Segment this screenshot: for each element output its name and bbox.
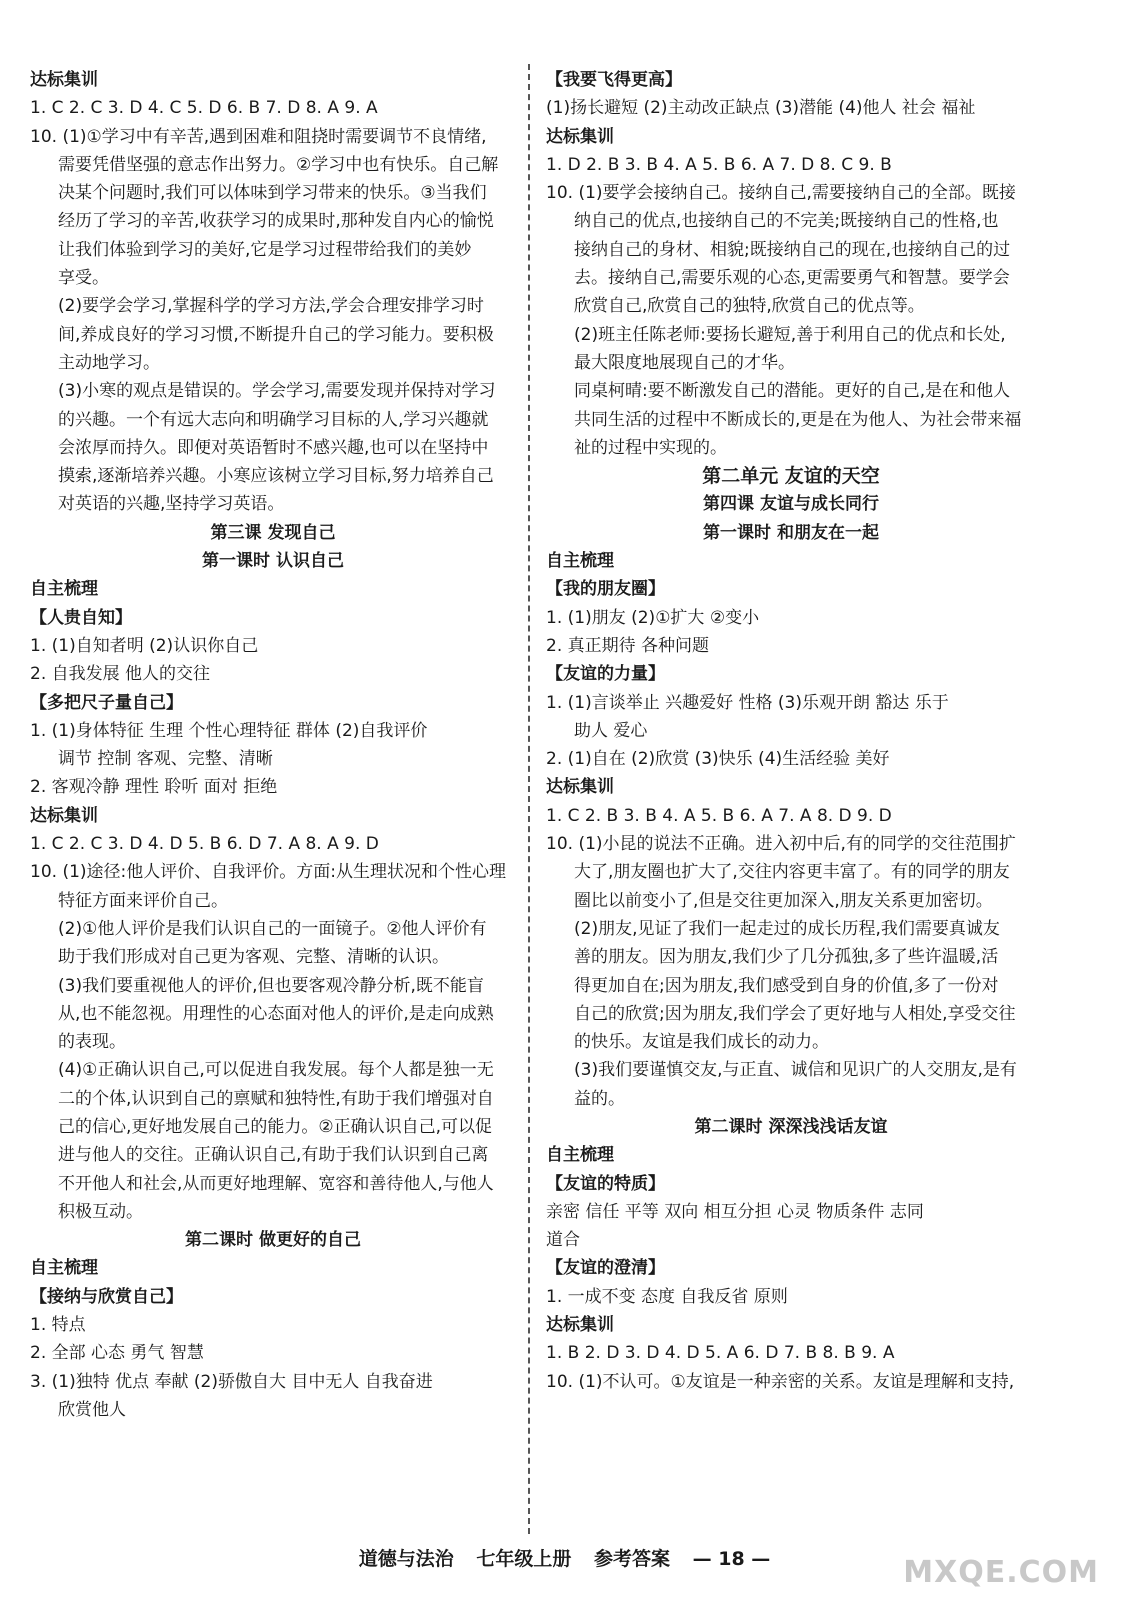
- left-line: 10. (1)①学习中有辛苦,遇到困难和阻挠时需要调节不良情绪,: [30, 126, 487, 147]
- left-line: 二的个体,认识到自己的禀赋和独特性,有助于我们增强对自: [58, 1088, 494, 1109]
- left-line: 助于我们形成对自己更为客观、完整、清晰的认识。: [58, 947, 449, 968]
- right-line: 1. C 2. B 3. B 4. A 5. B 6. A 7. A 8. D 9. D: [546, 805, 892, 826]
- left-line: 1. (1)自知者明 (2)认识你自己: [30, 635, 259, 656]
- left-line: 欣赏他人: [58, 1399, 126, 1420]
- left-line: 1. C 2. C 3. D 4. D 5. B 6. D 7. A 8. A 9. D: [30, 834, 379, 855]
- right-line: 得更加自在;因为朋友,我们感受到自身的价值,多了一份对: [574, 975, 999, 996]
- right-line: 1. (1)言谈举止 兴趣爱好 性格 (3)乐观开朗 豁达 乐于: [546, 692, 949, 713]
- right-line: 助人 爱心: [574, 720, 648, 741]
- right-line: 【我的朋友圈】: [546, 579, 665, 600]
- right-line: 共同生活的过程中不断成长的,更是在为他人、为社会带来福: [574, 409, 1022, 430]
- right-line: 自主梳理: [546, 551, 614, 572]
- right-line: 10. (1)要学会接纳自己。接纳自己,需要接纳自己的全部。既接: [546, 183, 1016, 204]
- right-line: (3)我们要谨慎交友,与正直、诚信和见识广的人交朋友,是有: [574, 1060, 1017, 1081]
- right-line: 2. 真正期待 各种问题: [546, 635, 710, 656]
- column-divider: [528, 64, 530, 1534]
- left-line: 第一课时 认识自己: [202, 551, 344, 572]
- right-line: 欣赏自己,欣赏自己的独特,欣赏自己的优点等。: [574, 296, 925, 317]
- right-line: 同桌柯晴:要不断激发自己的潜能。更好的自己,是在和他人: [574, 381, 1011, 402]
- left-line: (2)要学会学习,掌握科学的学习方法,学会合理安排学习时: [58, 296, 484, 317]
- right-line: 【友谊的特质】: [546, 1173, 665, 1194]
- right-line: 最大限度地展现自己的才华。: [574, 352, 795, 373]
- left-line: 的兴趣。一个有远大志向和明确学习目标的人,学习兴趣就: [58, 409, 489, 430]
- left-line: (3)小寒的观点是错误的。学会学习,需要发现并保持对学习: [58, 381, 496, 402]
- left-line: 从,也不能忽视。用理性的心态面对他人的评价,是走向成熟: [58, 1003, 494, 1024]
- right-line: 自己的欣赏;因为朋友,我们学会了更好地与人相处,享受交往: [574, 1003, 1016, 1024]
- right-line: 自主梳理: [546, 1145, 614, 1166]
- left-line: (4)①正确认识自己,可以促进自我发展。每个人都是独一无: [58, 1060, 494, 1081]
- left-line: 决某个问题时,我们可以体味到学习带来的快乐。③当我们: [58, 183, 487, 204]
- left-line: 己的信心,更好地发展自己的能力。②正确认识自己,可以促: [58, 1116, 493, 1137]
- right-line: (1)扬长避短 (2)主动改正缺点 (3)潜能 (4)他人 社会 福祉: [546, 98, 976, 119]
- left-line: 进与他人的交往。正确认识自己,有助于我们认识到自己离: [58, 1145, 489, 1166]
- left-line: 调节 控制 客观、完整、清晰: [58, 749, 273, 770]
- right-line: 大了,朋友圈也扩大了,交往内容更丰富了。有的同学的朋友: [574, 862, 1010, 883]
- right-line: 第二课时 深深浅浅话友谊: [694, 1116, 888, 1137]
- footer-label: 参考答案: [593, 1548, 670, 1570]
- left-line: 对英语的兴趣,坚持学习英语。: [58, 494, 285, 515]
- left-line: 2. 全部 心态 勇气 智慧: [30, 1343, 204, 1364]
- left-line: 自主梳理: [30, 1258, 98, 1279]
- left-column: [30, 66, 516, 1424]
- right-line: 【友谊的澄清】: [546, 1258, 665, 1279]
- left-line: 【人贵自知】: [30, 607, 132, 628]
- left-line: 不开他人和社会,从而更好地理解、宽容和善待他人,与他人: [58, 1173, 494, 1194]
- right-line: 第一课时 和朋友在一起: [703, 522, 879, 543]
- right-line: 1. D 2. B 3. B 4. A 5. B 6. A 7. D 8. C 9. B: [546, 154, 892, 175]
- left-line: 达标集训: [30, 70, 98, 90]
- right-line: 祉的过程中实现的。: [574, 437, 727, 458]
- right-line: 达标集训: [546, 777, 614, 798]
- left-line: 2. 自我发展 他人的交往: [30, 664, 211, 685]
- left-line: 特征方面来评价自己。: [58, 890, 228, 911]
- left-line: (3)我们要重视他人的评价,但也要客观冷静分析,既不能盲: [58, 975, 484, 996]
- right-line: 1. 一成不变 态度 自我反省 原则: [546, 1286, 788, 1307]
- right-line: 亲密 信任 平等 双向 相互分担 心灵 物质条件 志同: [546, 1201, 924, 1222]
- left-line: 达标集训: [30, 805, 98, 826]
- right-line: (2)班主任陈老师:要扬长避短,善于利用自己的优点和长处,: [574, 324, 1006, 345]
- right-line: 10. (1)小昆的说法不正确。进入初中后,有的同学的交往范围扩: [546, 834, 1016, 855]
- right-line: 【我要飞得更高】: [546, 70, 682, 90]
- left-line: 2. 客观冷静 理性 聆听 面对 拒绝: [30, 777, 278, 798]
- left-line: 让我们体验到学习的美好,它是学习过程带给我们的美妙: [58, 239, 472, 260]
- left-line: 1. (1)身体特征 生理 个性心理特征 群体 (2)自我评价: [30, 720, 428, 741]
- left-line: 间,养成良好的学习习惯,不断提升自己的学习能力。要积极: [58, 324, 494, 345]
- left-line: 享受。: [58, 268, 109, 289]
- left-line: 摸索,逐渐培养兴趣。小寒应该树立学习目标,努力培养自己: [58, 466, 494, 487]
- left-line: 第三课 发现自己: [210, 522, 336, 543]
- right-line: 【友谊的力量】: [546, 664, 665, 685]
- left-line: 【接纳与欣赏自己】: [30, 1286, 183, 1307]
- right-line: 纳自己的优点,也接纳自己的不完美;既接纳自己的性格,也: [574, 211, 999, 232]
- left-line: 1. C 2. C 3. D 4. C 5. D 6. B 7. D 8. A 9. A: [30, 98, 378, 119]
- right-line: (2)朋友,见证了我们一起走过的成长历程,我们需要真诚友: [574, 918, 1000, 939]
- left-line: 积极互动。: [58, 1201, 143, 1222]
- left-line: 自主梳理: [30, 579, 98, 600]
- right-line: 1. (1)朋友 (2)①扩大 ②变小: [546, 607, 760, 628]
- left-line: (2)①他人评价是我们认识自己的一面镜子。②他人评价有: [58, 918, 487, 939]
- left-line: 会浓厚而持久。即便对英语暂时不感兴趣,也可以在坚持中: [58, 437, 489, 458]
- right-line: 益的。: [574, 1088, 625, 1109]
- left-line: 的表现。: [58, 1032, 126, 1053]
- footer-subject: 道德与法治: [358, 1548, 454, 1570]
- left-line: 经历了学习的辛苦,收获学习的成果时,那种发自内心的愉悦: [58, 211, 494, 232]
- right-line: 的快乐。友谊是我们成长的动力。: [574, 1032, 829, 1053]
- left-line: 需要凭借坚强的意志作出努力。②学习中也有快乐。自己解: [58, 154, 499, 175]
- right-line: 善的朋友。因为朋友,我们少了几分孤独,多了些许温暖,活: [574, 947, 999, 968]
- footer-page-number: — 18 —: [692, 1548, 771, 1570]
- footer-grade: 七年级上册: [476, 1548, 572, 1570]
- right-line: 第四课 友谊与成长同行: [703, 494, 879, 515]
- right-line: 圈比以前变小了,但是交往更加深入,朋友关系更加密切。: [574, 890, 993, 911]
- left-line: 1. 特点: [30, 1315, 86, 1336]
- right-line: 2. (1)自在 (2)欣赏 (3)快乐 (4)生活经验 美好: [546, 749, 890, 770]
- watermark-logo: MXQE.COM: [903, 1555, 1099, 1590]
- left-line: 10. (1)途径:他人评价、自我评价。方面:从生理状况和个性心理: [30, 862, 506, 883]
- right-line: 第二单元 友谊的天空: [702, 465, 880, 488]
- right-line: 达标集训: [546, 1315, 614, 1336]
- right-line: 道合: [546, 1230, 580, 1251]
- left-line: 第二课时 做更好的自己: [185, 1230, 361, 1251]
- right-line: 去。接纳自己,需要乐观的心态,更需要勇气和智慧。要学会: [574, 268, 1010, 289]
- right-line: 达标集训: [546, 126, 614, 147]
- right-line: 1. B 2. D 3. D 4. D 5. A 6. D 7. B 8. B 9. A: [546, 1343, 895, 1364]
- right-column: [546, 66, 1036, 1396]
- left-line: 3. (1)独特 优点 奉献 (2)骄傲自大 目中无人 自我奋进: [30, 1371, 433, 1392]
- left-line: 主动地学习。: [58, 352, 160, 373]
- right-line: 10. (1)不认可。①友谊是一种亲密的关系。友谊是理解和支持,: [546, 1371, 1015, 1392]
- right-line: 接纳自己的身材、相貌;既接纳自己的现在,也接纳自己的过: [574, 239, 1011, 260]
- left-line: 【多把尺子量自己】: [30, 692, 183, 713]
